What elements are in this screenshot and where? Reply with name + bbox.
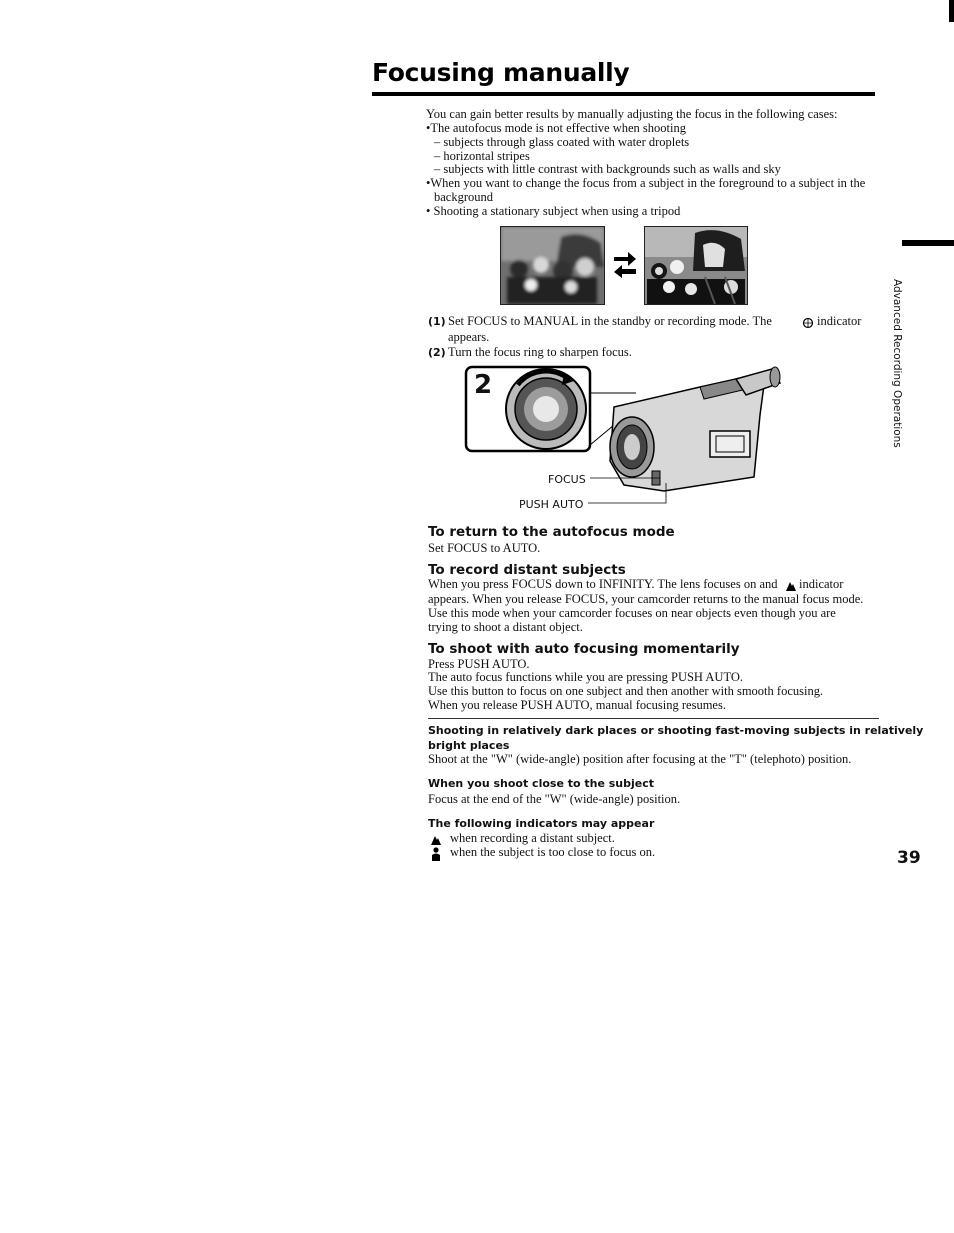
manual-focus-icon: [801, 316, 815, 328]
infinity-mountain-icon: [431, 832, 441, 844]
distant-line-1: When you press FOCUS down to INFINITY. The lens focuses on and: [428, 577, 778, 591]
page-edge-marker: [949, 0, 954, 22]
close-heading: When you shoot close to the subject: [428, 777, 655, 790]
distant-line-2: appears. When you release FOCUS, your camcorder returns to the manual focus mode.: [428, 592, 864, 606]
push-auto-label: PUSH AUTO: [519, 498, 584, 511]
auto-line-1: Press PUSH AUTO.: [428, 657, 530, 671]
intro-sub-1: – subjects through glass coated with water droplets: [434, 135, 690, 149]
title-underline: [372, 92, 875, 96]
camcorder-diagram: [464, 365, 784, 515]
sharp-photo: [644, 226, 748, 305]
dark-heading-line-1: Shooting in relatively dark places or shooting fast-moving subjects in relatively: [428, 724, 924, 737]
intro-bullet-2: •When you want to change the focus from a subject in the foreground to a subject in the: [426, 176, 866, 190]
auto-line-3: Use this button to focus on one subject and then another with smooth focusing.: [428, 684, 824, 698]
intro-sub-3: – subjects with little contrast with backgrounds such as walls and sky: [434, 162, 781, 176]
step-1-indicator-word: indicator: [817, 314, 862, 328]
page-title: Focusing manually: [372, 58, 630, 87]
infinity-mountain-icon: [786, 578, 796, 589]
auto-line-2: The auto focus functions while you are pressing PUSH AUTO.: [428, 670, 744, 684]
indicator-2-text: when the subject is too close to focus on.: [450, 845, 656, 859]
step-1-number: (1): [428, 315, 446, 328]
intro-bullet-1: •The autofocus mode is not effective when shooting: [426, 121, 686, 135]
intro-sub-2: – horizontal stripes: [434, 149, 530, 163]
step-2-number: (2): [428, 346, 446, 359]
blurred-photo: [500, 226, 605, 305]
distant-line-4: trying to shoot a distant object.: [428, 620, 583, 634]
section-tab-marker: [902, 240, 954, 246]
distant-heading: To record distant subjects: [428, 562, 626, 578]
step-1-text: Set FOCUS to MANUAL in the standby or recording mode. The: [448, 314, 772, 328]
distant-line-1-end: indicator: [799, 577, 844, 591]
auto-line-4: When you release PUSH AUTO, manual focusing resumes.: [428, 698, 726, 712]
indicators-heading: The following indicators may appear: [428, 817, 655, 830]
step-1-cont: appears.: [448, 330, 490, 344]
return-text: Set FOCUS to AUTO.: [428, 541, 541, 555]
auto-heading: To shoot with auto focusing momentarily: [428, 641, 740, 657]
distant-line-3: Use this mode when your camcorder focuses on near objects even though you are: [428, 606, 836, 620]
dark-heading-line-2: bright places: [428, 739, 510, 752]
intro-bullet-3: • Shooting a stationary subject when using a tripod: [426, 204, 681, 218]
step-2-text: Turn the focus ring to sharpen focus.: [448, 345, 632, 359]
return-heading: To return to the autofocus mode: [428, 524, 675, 540]
notes-separator: [428, 718, 879, 719]
focus-label: FOCUS: [548, 473, 586, 486]
focus-change-arrows: [612, 248, 638, 278]
indicator-1-text: when recording a distant subject.: [450, 831, 615, 845]
intro-lead: You can gain better results by manually adjusting the focus in the following cases:: [426, 107, 838, 121]
intro-bullet-2-cont: background: [434, 190, 494, 204]
dark-text: Shoot at the "W" (wide-angle) position after focusing at the "T" (telephoto) position.: [428, 752, 852, 766]
close-text: Focus at the end of the "W" (wide-angle) position.: [428, 792, 681, 806]
page-number: 39: [897, 848, 921, 868]
close-focus-person-icon: [431, 847, 441, 861]
diagram-step-badge: 2: [474, 370, 493, 400]
section-tab-label: Advanced Recording Operations: [891, 279, 903, 448]
